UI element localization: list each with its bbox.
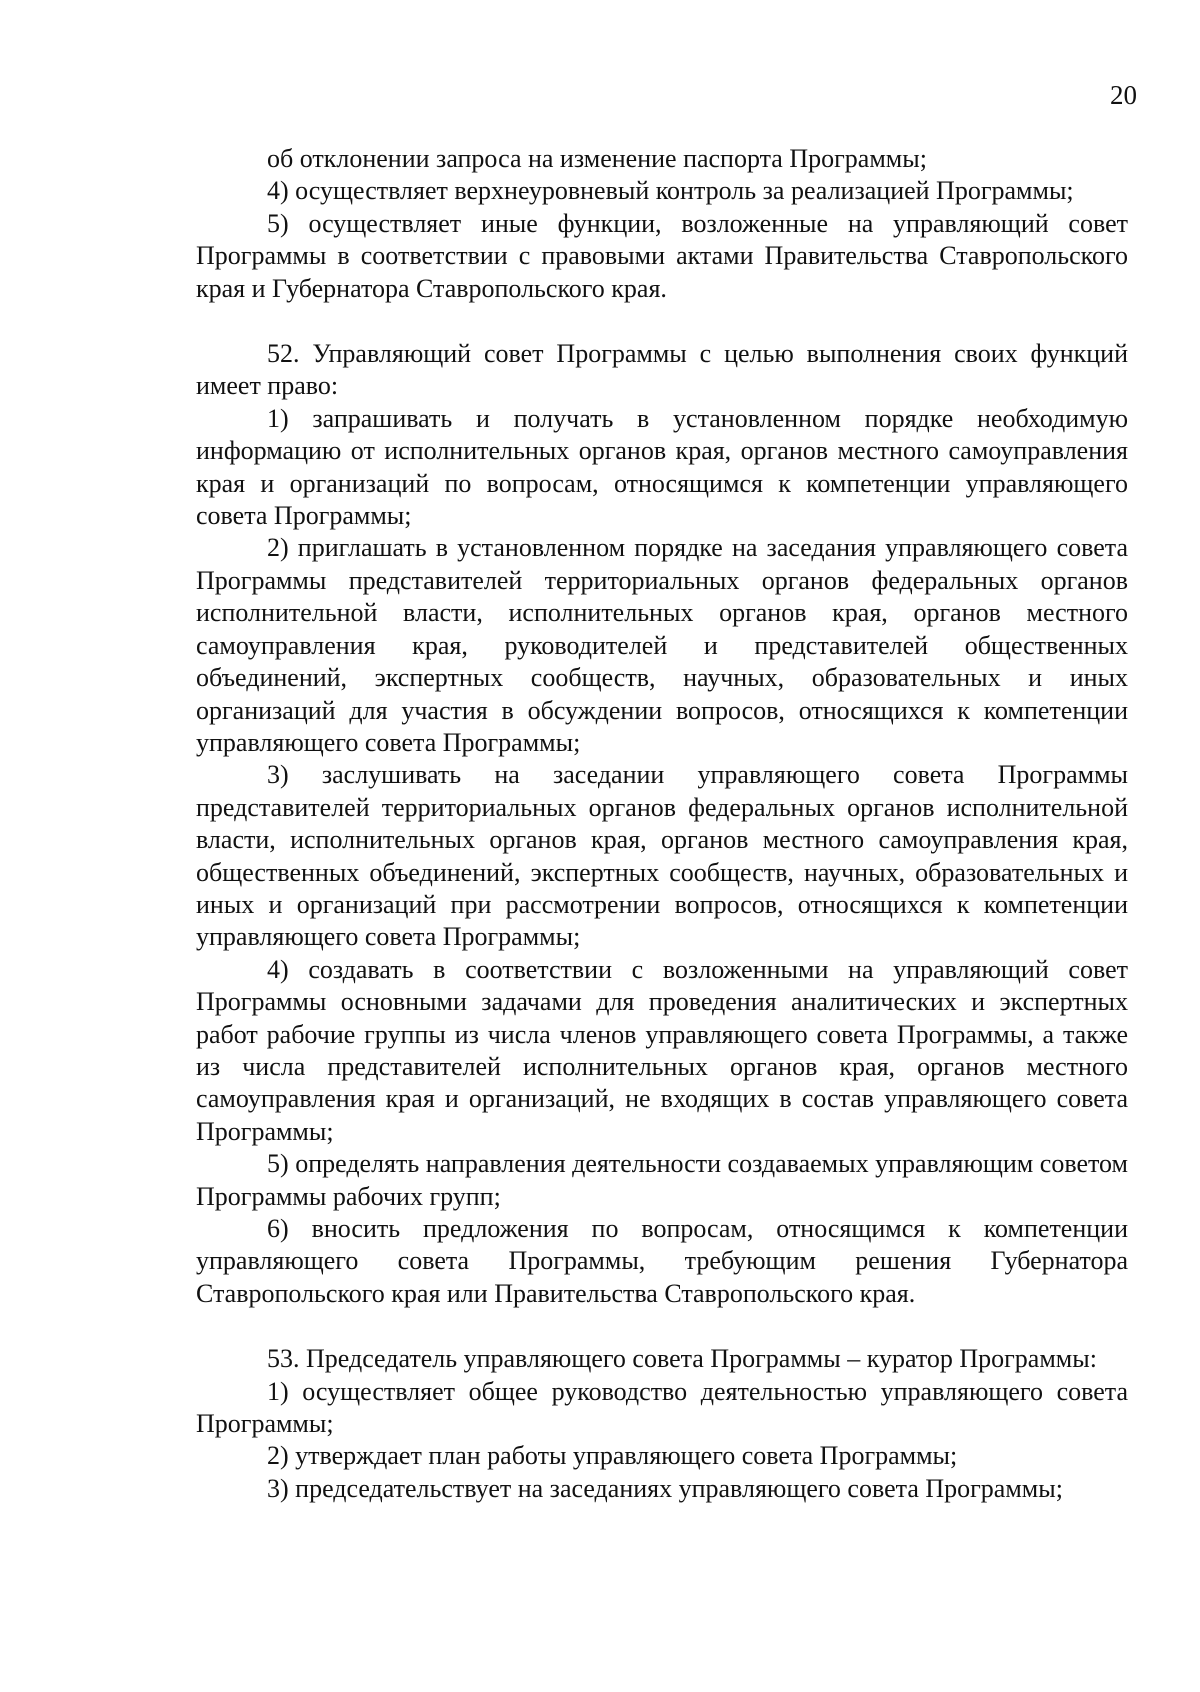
paragraph-52-item-2: 2) приглашать в установленном порядке на заседания управляющего совета Программы представителей территориальных органов федеральных органов исполнительной власти, исполнительных органов края, органов местного самоуправления края, руководителей и представителей общественных объединений, экспертных сообществ, научных, образовательных и иных организаций для участия в обсуждении вопросов, относящихся к компетенции управляющего совета Программы; [196, 533, 1128, 757]
section-gap [196, 1310, 1128, 1343]
paragraph-item-4: 4) осуществляет верхнеуровневый контроль за реализацией Программы; [267, 176, 1074, 206]
paragraph-section-53: 53. Председатель управляющего совета Программы – куратор Программы: [267, 1344, 1097, 1374]
paragraph-52-item-3: 3) заслушивать на заседании управляющего совета Программы представителей территориальных органов федеральных органов исполнительной власти, исполнительных органов края, органов местного самоуправления края, общественных объединений, экспертных сообществ, научных, образовательных и иных и организаций при рассмотрении вопросов, относящихся к компетенции управляющего совета Программы; [196, 760, 1128, 952]
page-number: 20 [1110, 80, 1137, 110]
section-gap [196, 305, 1128, 338]
document-body [196, 143, 1128, 1505]
paragraph-53-item-2: 2) утверждает план работы управляющего совета Программы; [267, 1441, 958, 1471]
paragraph-section-52: 52. Управляющий совет Программы с целью выполнения своих функций имеет право: [196, 339, 1128, 401]
paragraph-52-item-1: 1) запрашивать и получать в установленном порядке необходимую информацию от исполнительных органов края, органов местного самоуправления края и организаций по вопросам, относящимся к компетенции управляющего совета Программы; [196, 403, 1128, 531]
paragraph-52-item-6: 6) вносить предложения по вопросам, относящимся к компетенции управляющего совета Программы, требующим решения Губернатора Ставропольского края или Правительства Ставропольского края. [196, 1214, 1128, 1308]
paragraph-52-item-5: 5) определять направления деятельности создаваемых управляющим советом Программы рабочих групп; [196, 1149, 1128, 1211]
paragraph-52-item-4: 4) создавать в соответствии с возложенными на управляющий совет Программы основными задачами для проведения аналитических и экспертных работ рабочие группы из числа членов управляющего совета Программы, а также из числа представителей исполнительных органов края, органов местного самоуправления края и организаций, не входящих в состав управляющего совета Программы; [196, 954, 1128, 1146]
paragraph-item-5: 5) осуществляет иные функции, возложенные на управляющий совет Программы в соответствии с правовыми актами Правительства Ставропольского края и Губернатора Ставропольского края. [196, 208, 1128, 303]
paragraph-53-item-1: 1) осуществляет общее руководство деятельностью управляющего совета Программы; [196, 1376, 1128, 1439]
paragraph-continuation: об отклонении запроса на изменение паспорта Программы; [267, 144, 927, 173]
paragraph-53-item-3: 3) председательствует на заседаниях управляющего совета Программы; [267, 1473, 1063, 1503]
